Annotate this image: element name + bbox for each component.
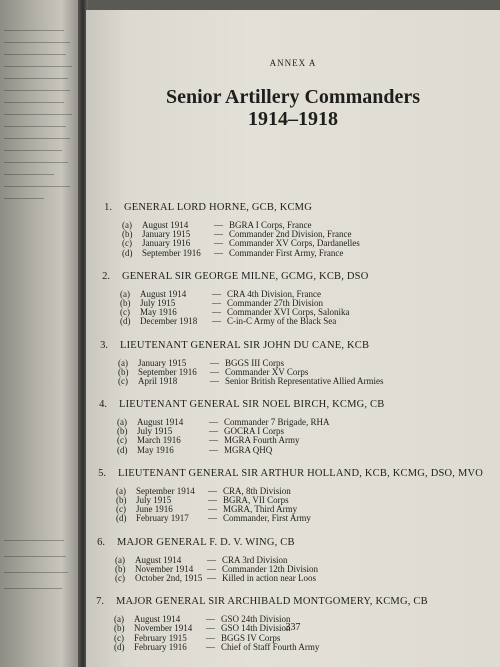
appointment-list [98,220,500,257]
page-number: 337 [285,622,301,633]
appointment-list [94,358,500,386]
commander-name: LIEUTENANT GENERAL SIR JOHN DU CANE, KCB [120,339,370,351]
commander-name: GENERAL LORD HORNE, GCB, KCMG [124,202,312,213]
page-title [86,86,500,130]
appointment-list [93,417,500,454]
appointment-row: (d) February 1917 — Commander, First Army [116,513,311,524]
appointment-row: (c) January 1916 — Commander XV Corps, Dardanelles [122,238,360,249]
appointment-row: (d) September 1916 — Commander First Army, France [122,247,344,258]
appointment-row: (d) December 1918 — C-in-C Army of the Black Sea [120,316,337,327]
entry-number: 7. [96,596,104,608]
commander-entry [93,399,500,454]
appointment-row: (a) August 1914 — GSO 24th Division [114,614,291,625]
appointment-row: (c) April 1918 — Senior British Representative Allied Armies [118,375,384,386]
commander-name: LIEUTENANT GENERAL SIR NOEL BIRCH, KCMG, CB [119,399,385,411]
appointment-list [96,289,500,326]
title-line-1: Senior Artillery Commanders [165,86,421,108]
facing-page [0,0,82,667]
entry-number: 4. [99,399,107,411]
appointment-row: (b) July 1915 — BGRA, VII Corps [116,495,289,505]
appointment-row: (d) May 1916 — MGRA QHQ [117,444,273,455]
appointment-row: (c) February 1915 — BGGS IV Corps [114,632,281,643]
appointment-row: (b) November 1914 — Commander 12th Division [115,563,318,574]
appointment-row: (a) August 1914 — BGRA I Corps, France [122,220,312,230]
commander-name: MAJOR GENERAL SIR ARCHIBALD MONTGOMERY, KCMG, CB [116,596,428,608]
appointment-list [92,486,500,523]
commander-name: LIEUTENANT GENERAL SIR ARTHUR HOLLAND, KCB, KCMG, DSO, MVO [118,467,484,479]
annex-label: ANNEX A [269,58,317,68]
entry-number: 2. [102,270,110,282]
appointment-row: (c) June 1916 — MGRA, Third Army [116,504,298,515]
appointment-row: (c) October 2nd, 1915 — Killed in action near Loos [115,572,316,583]
commander-entry [92,468,500,523]
entry-number: 1. [104,202,112,213]
appointment-row: (a) September 1914 — CRA, 8th Division [116,485,291,496]
commander-entry [94,340,500,386]
appointment-row: (a) August 1914 — CRA 4th Division, France [120,288,321,299]
appointment-row: (b) November 1914 — GSO 14th Division [114,623,291,634]
appointment-row: (d) February 1916 — Chief of Staff Fourth Army [114,641,320,652]
commander-name: MAJOR GENERAL F. D. V. WING, CB [117,536,295,548]
commander-entry [96,271,500,326]
commander-entry [98,202,500,257]
entry-number: 6. [97,536,105,548]
appointment-row: (c) May 1916 — Commander XVI Corps, Salonika [120,307,350,318]
title-line-2: 1914–1918 [248,108,338,130]
appointment-row: (a) August 1914 — CRA 3rd Division [115,554,288,565]
appointment-row: (b) July 1915 — Commander 27th Division [120,297,323,308]
entry-number: 3. [100,339,108,351]
entry-number: 5. [98,467,106,479]
appointment-row: (b) January 1915 — Commander 2nd Division, France [122,229,352,240]
commander-entry [91,537,500,583]
appointment-row: (c) March 1916 — MGRA Fourth Army [117,435,300,446]
appointment-row: (b) September 1916 — Commander XV Corps [118,366,309,377]
appointment-list [91,555,500,583]
appointment-row: (a) January 1915 — BGGS III Corps [118,357,285,368]
appointment-row: (a) August 1914 — Commander 7 Brigade, RHA [117,417,330,428]
appointment-row: (b) July 1915 — GOCRA I Corps [117,426,285,437]
annex-page [86,10,500,667]
commander-list [86,202,500,651]
commander-name: GENERAL SIR GEORGE MILNE, GCMG, KCB, DSO [122,270,369,282]
